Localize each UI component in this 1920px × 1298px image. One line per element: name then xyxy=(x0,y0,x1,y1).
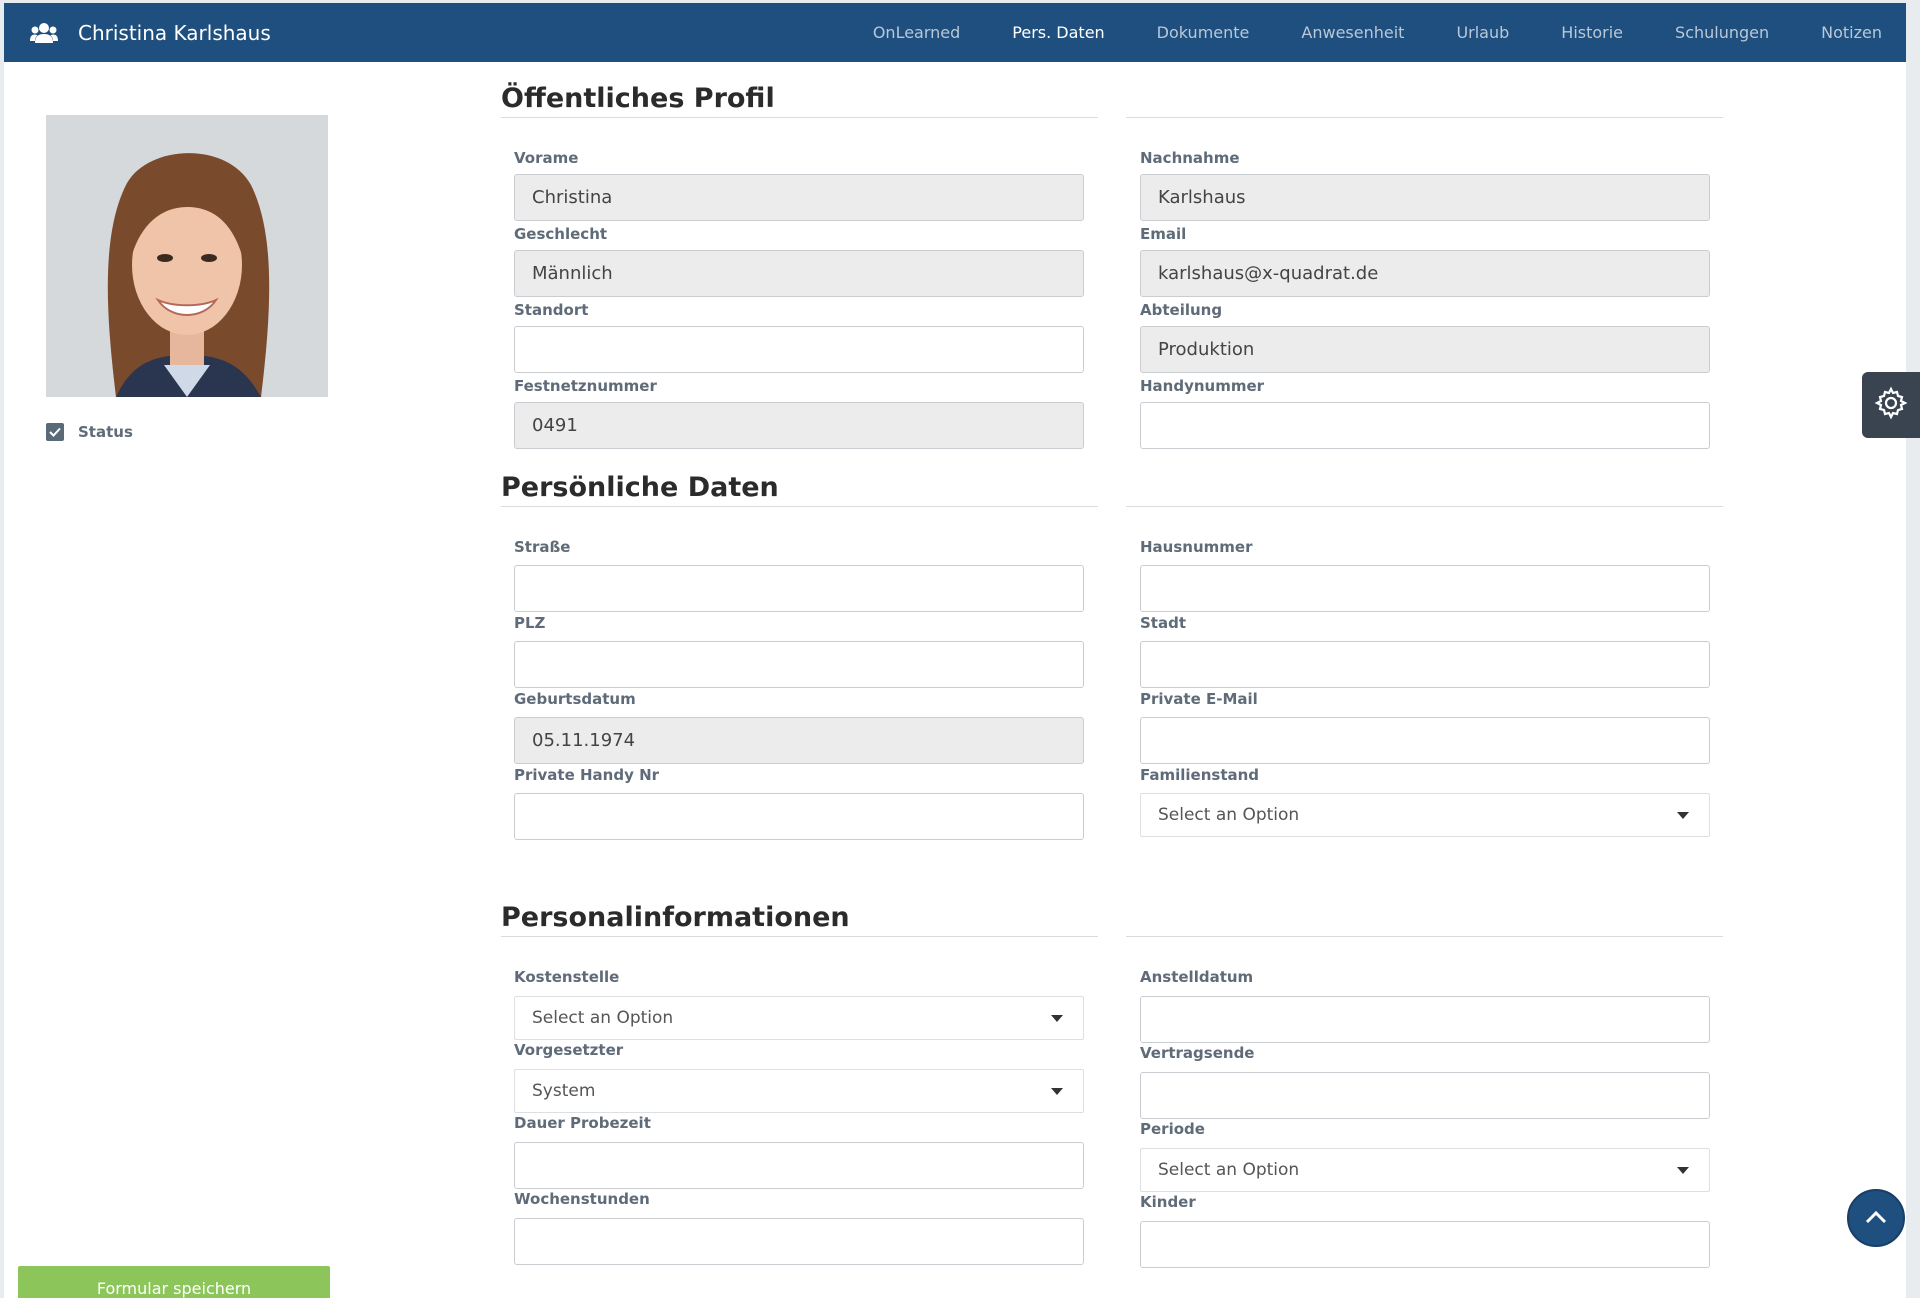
label-private-handy: Private Handy Nr xyxy=(514,766,660,784)
probezeit-field[interactable] xyxy=(514,1142,1084,1189)
users-icon xyxy=(30,21,60,45)
label-geburtsdatum: Geburtsdatum xyxy=(514,690,636,708)
label-familienstand: Familienstand xyxy=(1140,766,1260,784)
label-wochenstunden: Wochenstunden xyxy=(514,1190,650,1208)
divider xyxy=(501,936,1098,937)
top-navbar xyxy=(4,3,1906,62)
label-vorgesetzter: Vorgesetzter xyxy=(514,1041,624,1059)
nav-item-dokumente[interactable]: Dokumente xyxy=(1156,23,1250,42)
chevron-down-icon xyxy=(1677,1167,1689,1174)
kostenstelle-value: Select an Option xyxy=(532,1008,674,1028)
label-handy: Handynummer xyxy=(1140,377,1265,395)
vertragsende-field[interactable] xyxy=(1140,1072,1710,1119)
familienstand-select[interactable] xyxy=(1140,793,1710,837)
plz-field[interactable] xyxy=(514,641,1084,688)
status-label: Status xyxy=(78,423,133,441)
brand xyxy=(30,21,271,45)
nav-item-notizen[interactable]: Notizen xyxy=(1821,23,1882,42)
periode-value: Select an Option xyxy=(1158,1160,1300,1180)
geburtsdatum-field[interactable]: 05.11.1974 xyxy=(514,717,1084,764)
status-checkbox[interactable] xyxy=(46,423,64,441)
section-title-persoenlich: Persönliche Daten xyxy=(501,472,779,503)
settings-tab[interactable] xyxy=(1862,372,1920,438)
profile-photo xyxy=(46,115,328,397)
chevron-up-icon xyxy=(1865,1209,1887,1228)
vorname-field[interactable]: Christina xyxy=(514,174,1084,221)
chevron-down-icon xyxy=(1677,812,1689,819)
private-email-field[interactable] xyxy=(1140,717,1710,764)
gear-icon xyxy=(1874,386,1908,424)
email-field[interactable]: karlshaus@x-quadrat.de xyxy=(1140,250,1710,297)
label-anstelldatum: Anstelldatum xyxy=(1140,968,1254,986)
nav-item-onlearned[interactable]: OnLearned xyxy=(872,23,961,42)
divider xyxy=(501,506,1098,507)
scroll-to-top-button[interactable] xyxy=(1847,1189,1905,1247)
abteilung-field[interactable]: Produktion xyxy=(1140,326,1710,373)
nav-item-urlaub[interactable]: Urlaub xyxy=(1456,23,1510,42)
kostenstelle-select[interactable] xyxy=(514,996,1084,1040)
label-private-email: Private E-Mail xyxy=(1140,690,1258,708)
divider xyxy=(1126,117,1723,118)
divider xyxy=(1126,506,1723,507)
divider xyxy=(501,117,1098,118)
nav-item-schulungen[interactable]: Schulungen xyxy=(1675,23,1770,42)
nav-item-historie[interactable]: Historie xyxy=(1561,23,1624,42)
wochenstunden-field[interactable] xyxy=(514,1218,1084,1265)
label-kinder: Kinder xyxy=(1140,1193,1196,1211)
vorgesetzter-value: System xyxy=(532,1081,596,1101)
label-email: Email xyxy=(1140,225,1187,243)
nav-item-anwesenheit[interactable]: Anwesenheit xyxy=(1301,23,1405,42)
label-standort: Standort xyxy=(514,301,589,319)
chevron-down-icon xyxy=(1051,1015,1063,1022)
stadt-field[interactable] xyxy=(1140,641,1710,688)
label-kostenstelle: Kostenstelle xyxy=(514,968,620,986)
handy-field[interactable] xyxy=(1140,402,1710,449)
chevron-down-icon xyxy=(1051,1088,1063,1095)
familienstand-value: Select an Option xyxy=(1158,805,1300,825)
save-form-button[interactable]: Formular speichern xyxy=(18,1266,330,1298)
periode-select[interactable] xyxy=(1140,1148,1710,1192)
label-nachname: Nachnahme xyxy=(1140,149,1240,167)
main-nav xyxy=(821,3,1882,62)
label-vertragsende: Vertragsende xyxy=(1140,1044,1255,1062)
nav-item-pers-daten[interactable]: Pers. Daten xyxy=(1012,23,1105,42)
divider xyxy=(1126,936,1723,937)
private-handy-field[interactable] xyxy=(514,793,1084,840)
section-title-profil: Öffentliches Profil xyxy=(501,83,775,114)
label-plz: PLZ xyxy=(514,614,546,632)
label-geschlecht: Geschlecht xyxy=(514,225,608,243)
label-vorname: Vorame xyxy=(514,149,579,167)
kinder-field[interactable] xyxy=(1140,1221,1710,1268)
geschlecht-field[interactable]: Männlich xyxy=(514,250,1084,297)
label-strasse: Straße xyxy=(514,538,571,556)
label-hausnummer: Hausnummer xyxy=(1140,538,1253,556)
label-stadt: Stadt xyxy=(1140,614,1187,632)
label-periode: Periode xyxy=(1140,1120,1205,1138)
hausnummer-field[interactable] xyxy=(1140,565,1710,612)
nachname-field[interactable]: Karlshaus xyxy=(1140,174,1710,221)
page-title: Christina Karlshaus xyxy=(78,20,271,45)
vorgesetzter-select[interactable] xyxy=(514,1069,1084,1113)
status-row xyxy=(46,423,133,441)
label-abteilung: Abteilung xyxy=(1140,301,1223,319)
standort-field[interactable] xyxy=(514,326,1084,373)
festnetz-field[interactable]: 0491 xyxy=(514,402,1084,449)
label-probezeit: Dauer Probezeit xyxy=(514,1114,651,1132)
page xyxy=(4,3,1906,1298)
label-festnetz: Festnetznummer xyxy=(514,377,657,395)
section-title-personal: Personalinformationen xyxy=(501,902,850,933)
strasse-field[interactable] xyxy=(514,565,1084,612)
anstelldatum-field[interactable] xyxy=(1140,996,1710,1043)
